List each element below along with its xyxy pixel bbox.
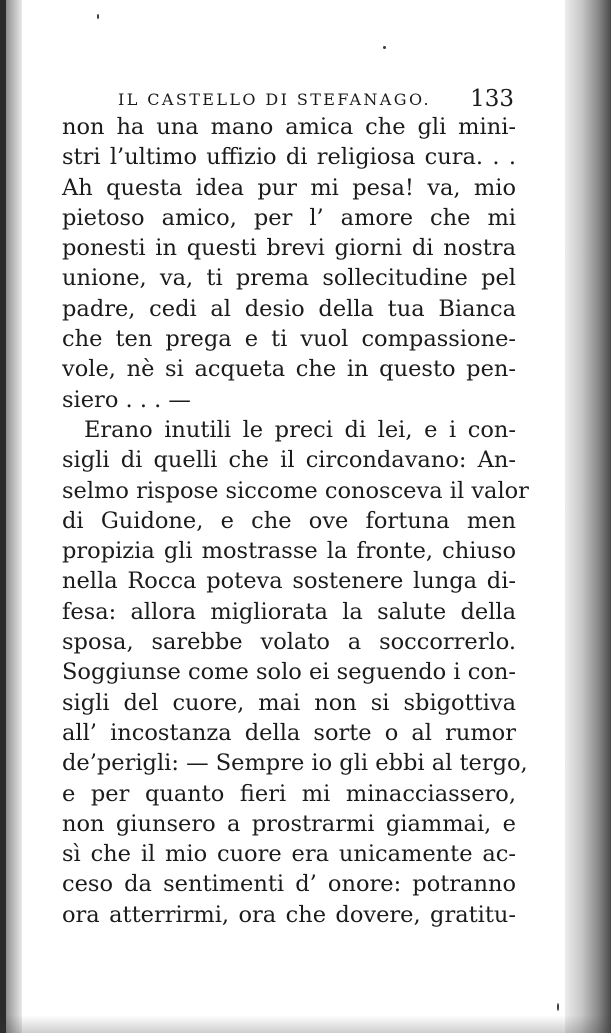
- text-line: che ten prega e ti vuol compassione-: [62, 326, 516, 353]
- paragraph-end-line: siero . . . —: [62, 386, 191, 413]
- text-line: fesa: allora migliorata la salute della: [62, 598, 516, 625]
- text-line: ponesti in questi brevi giorni di nostra: [62, 235, 516, 262]
- text-line: sigli del cuore, mai non si sbigottiva: [62, 689, 516, 716]
- text-line: padre, cedi al desio della tua Bianca: [62, 295, 516, 322]
- bottom-shadow: [0, 1015, 611, 1033]
- text-line: vole, nè si acqueta che in questo pen-: [62, 356, 516, 383]
- text-block: [62, 112, 529, 930]
- paper-speck: [97, 14, 99, 19]
- text-line: unione, va, ti prema sollecitudine pel: [62, 265, 516, 292]
- text-line: Ah questa idea pur mi pesa! va, mio: [62, 174, 516, 201]
- running-title: IL CASTELLO DI STEFANAGO.: [118, 90, 432, 109]
- page-edge: [0, 0, 6, 1033]
- text-line: pietoso amico, per l’ amore che mi: [62, 204, 516, 231]
- text-line: sposa, sarebbe volato a soccorrerlo.: [62, 629, 516, 656]
- text-line: selmo rispose siccome conosceva il valor: [62, 477, 529, 504]
- page-edge-shadow: [565, 0, 611, 1033]
- paragraph-start-line: Erano inutili le preci di lei, e i con-: [84, 416, 516, 443]
- text-line: ceso da sentimenti d’ onore: potranno: [62, 871, 516, 898]
- text-line: e per quanto fieri mi minacciassero,: [62, 780, 516, 807]
- text-line: nella Rocca poteva sostenere lunga di-: [62, 568, 516, 595]
- paper-speck: [383, 46, 386, 49]
- text-line: de’perigli: — Sempre io gli ebbi al tergo,: [62, 750, 528, 777]
- text-line: stri l’ultimo uffizio di religiosa cura. . .: [62, 144, 516, 171]
- page-number: 133: [470, 86, 514, 112]
- text-line: di Guidone, e che ove fortuna men: [62, 507, 516, 534]
- text-line: sigli di quelli che il circondavano: An-: [62, 447, 516, 474]
- text-line: Soggiunse come solo ei seguendo i con-: [62, 659, 516, 686]
- text-line: all’ incostanza della sorte o al rumor: [62, 719, 516, 746]
- text-line: ora atterrirmi, ora che dovere, gratitu-: [62, 901, 516, 928]
- text-line: propizia gli mostrasse la fronte, chiuso: [62, 538, 516, 565]
- paper-speck: [557, 1003, 559, 1011]
- text-line: non ha una mano amica che gli mini-: [62, 114, 516, 140]
- text-line: non giunsero a prostrarmi giammai, e: [62, 810, 516, 837]
- text-line: sì che il mio cuore era unicamente ac-: [62, 841, 516, 868]
